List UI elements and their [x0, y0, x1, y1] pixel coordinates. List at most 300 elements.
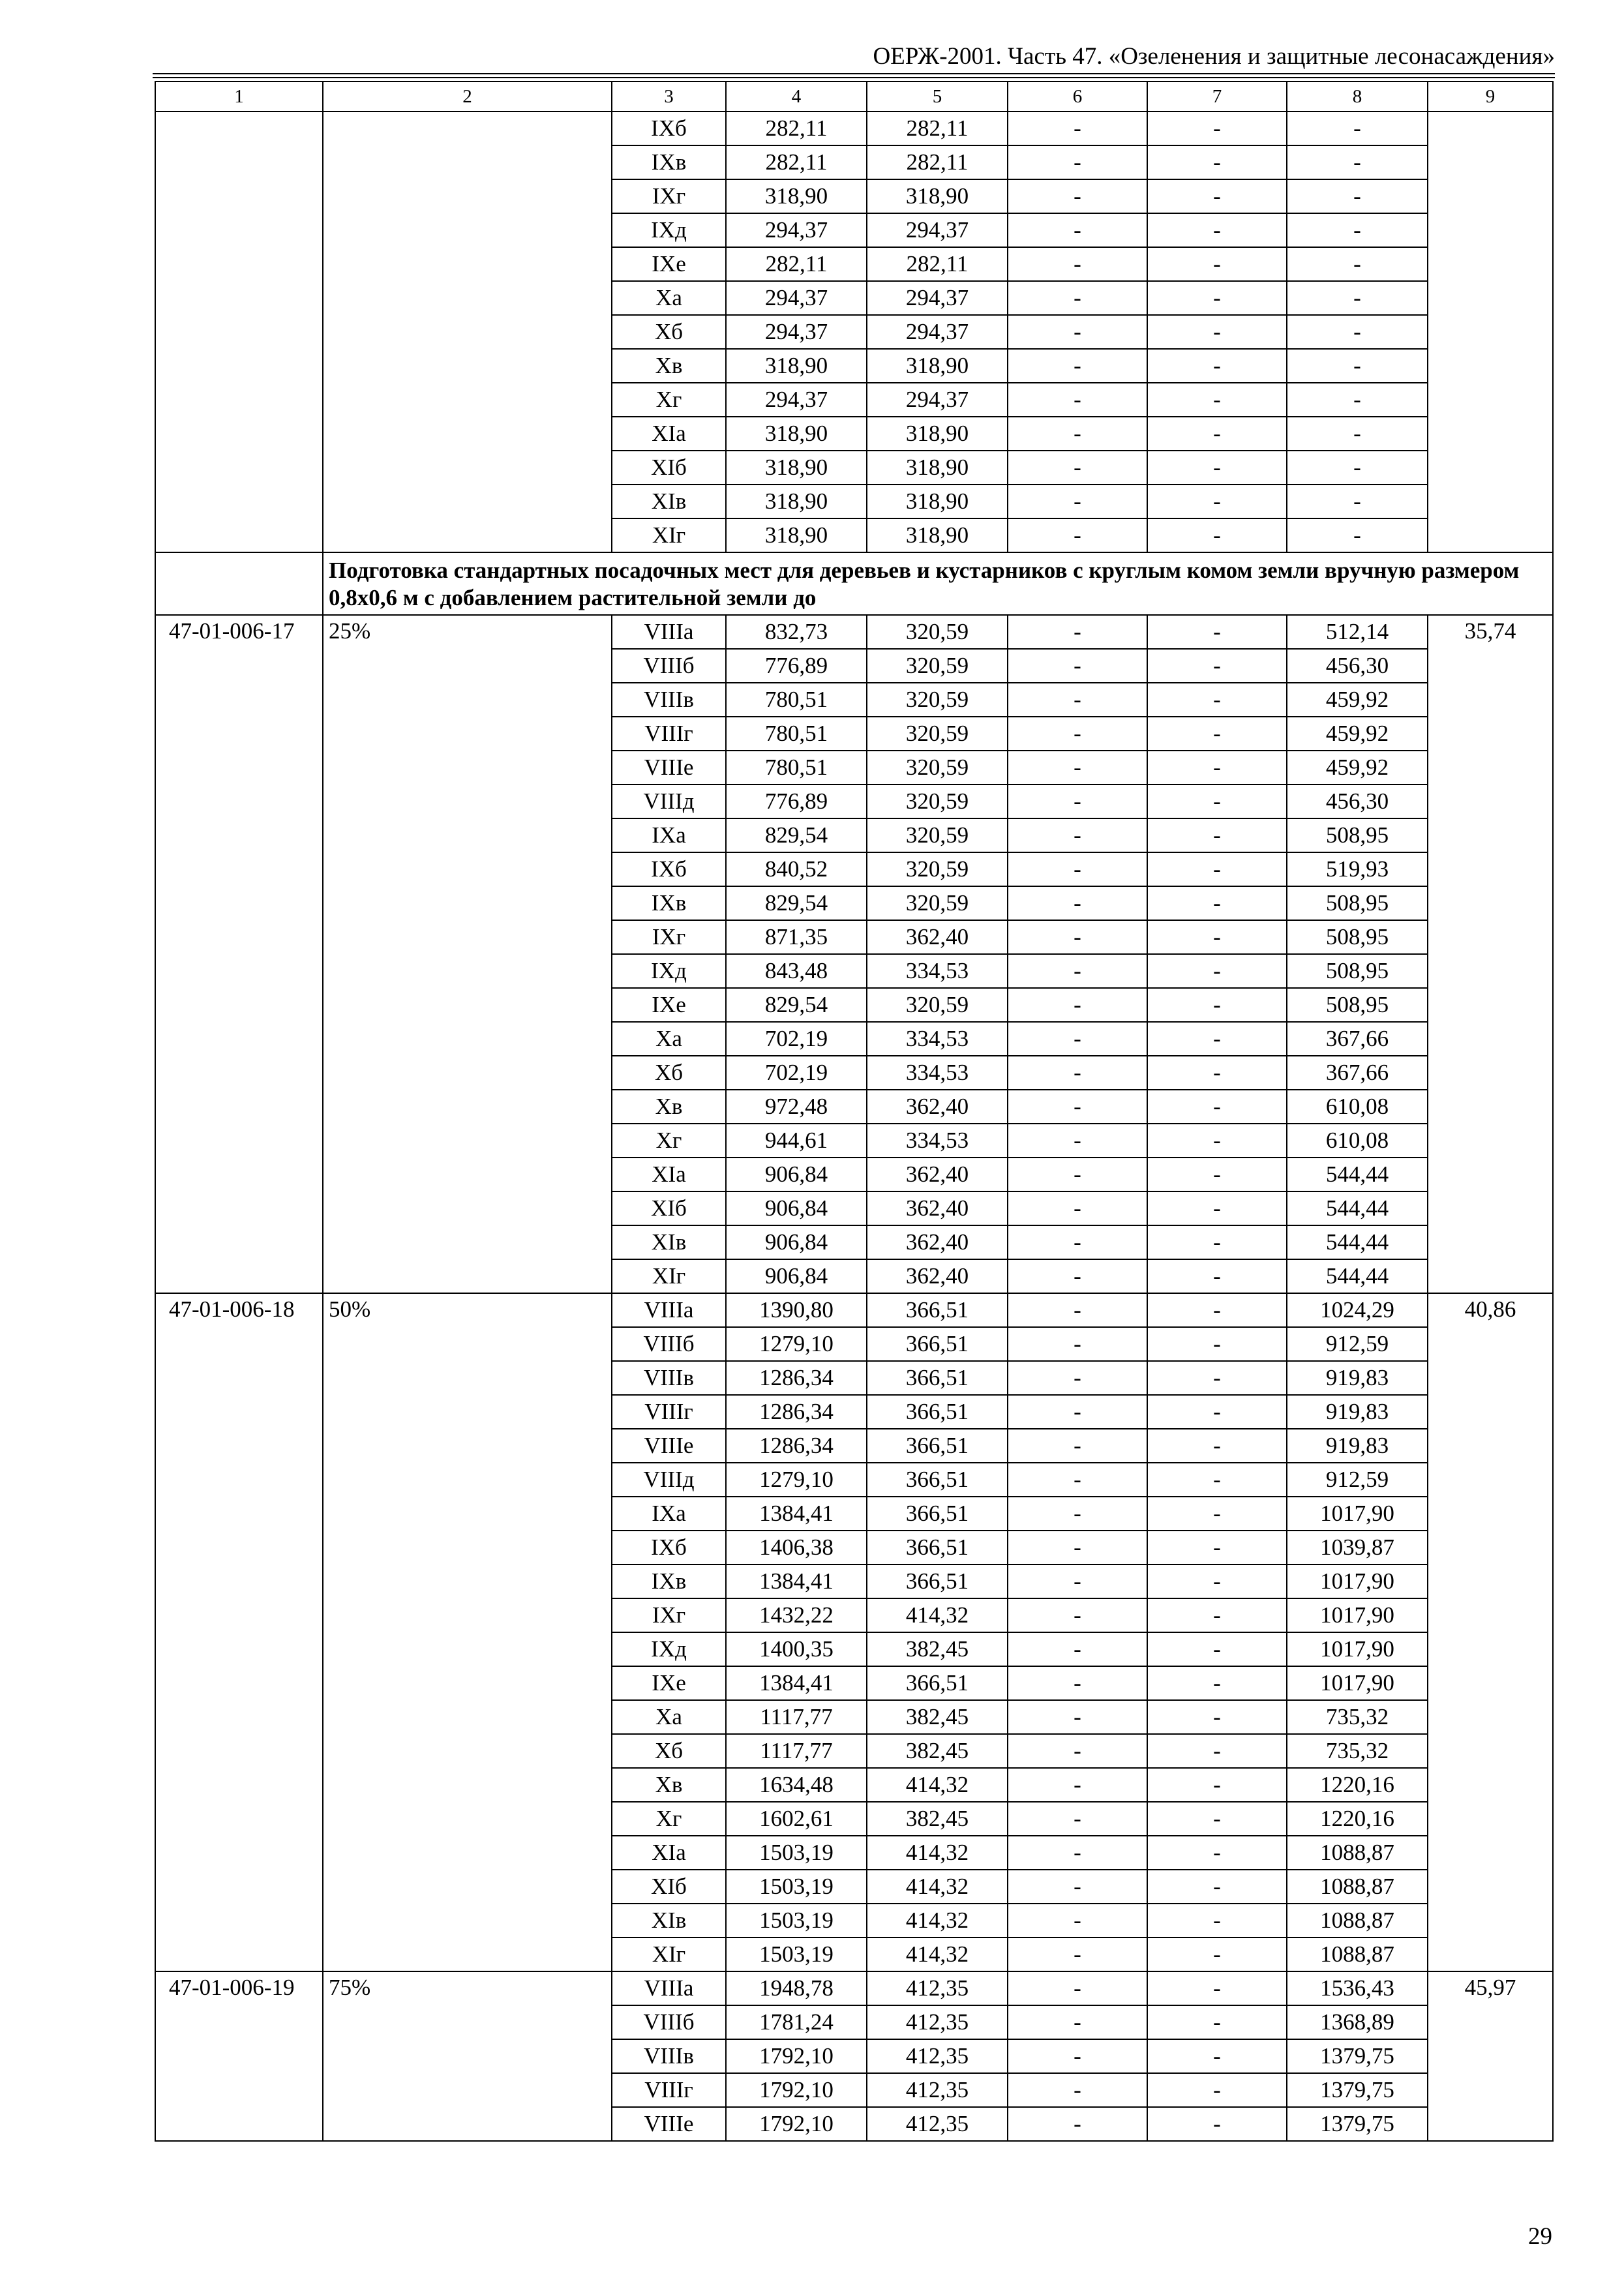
col8-value-cell: 544,44: [1287, 1259, 1428, 1293]
col8-value-cell: 544,44: [1287, 1191, 1428, 1225]
col4-value-cell: 1117,77: [726, 1700, 867, 1734]
col7-value-cell: -: [1147, 2039, 1287, 2073]
row-class-cell: XIг: [612, 1259, 726, 1293]
col7-value-cell: -: [1147, 1158, 1287, 1191]
col8-value-cell: 1379,75: [1287, 2107, 1428, 2141]
col8-value-cell: 1379,75: [1287, 2039, 1428, 2073]
col8-value-cell: 456,30: [1287, 785, 1428, 818]
row-class-cell: Xг: [612, 1124, 726, 1158]
row-class-cell: VIIIг: [612, 717, 726, 751]
col5-value-cell: 320,59: [867, 886, 1008, 920]
row-class-cell: XIг: [612, 518, 726, 552]
col6-value-cell: -: [1008, 485, 1147, 518]
col4-value-cell: 1503,19: [726, 1836, 867, 1870]
col4-value-cell: 1503,19: [726, 1937, 867, 1971]
col4-value-cell: 1384,41: [726, 1497, 867, 1531]
table-row: [155, 112, 1553, 145]
col4-value-cell: 702,19: [726, 1022, 867, 1056]
col4-value-cell: 282,11: [726, 112, 867, 145]
col4-value-cell: 318,90: [726, 451, 867, 485]
col5-value-cell: 320,59: [867, 649, 1008, 683]
col8-value-cell: 1017,90: [1287, 1666, 1428, 1700]
section-title: Подготовка стандартных посадочных мест для деревьев и кустарников с круглым комом земли вручную размером 0,8x0,6 м с добавлением растительной земли до: [323, 552, 1553, 615]
col6-value-cell: -: [1008, 2107, 1147, 2141]
col4-value-cell: 1279,10: [726, 1327, 867, 1361]
row-class-cell: IXв: [612, 145, 726, 179]
col4-value-cell: 1286,34: [726, 1429, 867, 1463]
page-header: ОЕРЖ-2001. Часть 47. «Озеленения и защитные лесонасаждения»: [873, 43, 1555, 70]
col6-value-cell: -: [1008, 1429, 1147, 1463]
col6-value-cell: -: [1008, 247, 1147, 281]
col7-value-cell: -: [1147, 349, 1287, 383]
header-rule: [153, 77, 1555, 78]
row-class-cell: VIIIд: [612, 785, 726, 818]
row-class-cell: VIIIа: [612, 1293, 726, 1327]
column-number-row: [155, 82, 1553, 112]
col4-value-cell: 318,90: [726, 485, 867, 518]
col4-value-cell: 829,54: [726, 818, 867, 852]
col4-value-cell: 294,37: [726, 315, 867, 349]
row-class-cell: VIIIб: [612, 1327, 726, 1361]
col4-value-cell: 282,11: [726, 247, 867, 281]
col5-value-cell: 334,53: [867, 1022, 1008, 1056]
col8-value-cell: 1088,87: [1287, 1937, 1428, 1971]
col7-value-cell: -: [1147, 683, 1287, 717]
row-class-cell: Xа: [612, 1022, 726, 1056]
col7-value-cell: -: [1147, 1191, 1287, 1225]
col6-value-cell: -: [1008, 1293, 1147, 1327]
col4-value-cell: 1792,10: [726, 2107, 867, 2141]
col6-value-cell: -: [1008, 1598, 1147, 1632]
col6-value-cell: -: [1008, 1836, 1147, 1870]
percent-cell: [323, 112, 612, 552]
col6-value-cell: -: [1008, 1768, 1147, 1802]
col6-value-cell: -: [1008, 1225, 1147, 1259]
section-row: [155, 552, 1553, 615]
col5-value-cell: 382,45: [867, 1700, 1008, 1734]
col9-cell: 40,86: [1428, 1293, 1553, 1971]
col6-value-cell: -: [1008, 1259, 1147, 1293]
col7-value-cell: -: [1147, 2005, 1287, 2039]
col7-value-cell: -: [1147, 988, 1287, 1022]
row-class-cell: XIа: [612, 1158, 726, 1191]
col6-value-cell: -: [1008, 785, 1147, 818]
col5-value-cell: 414,32: [867, 1768, 1008, 1802]
col8-value-cell: 912,59: [1287, 1463, 1428, 1497]
column-number: 3: [612, 82, 726, 112]
col4-value-cell: 780,51: [726, 751, 867, 785]
col4-value-cell: 1792,10: [726, 2039, 867, 2073]
col7-value-cell: -: [1147, 1971, 1287, 2005]
col7-value-cell: -: [1147, 1022, 1287, 1056]
col7-value-cell: -: [1147, 1531, 1287, 1564]
col4-value-cell: 1117,77: [726, 1734, 867, 1768]
col8-value-cell: 1368,89: [1287, 2005, 1428, 2039]
col8-value-cell: 1017,90: [1287, 1497, 1428, 1531]
table-body: [155, 82, 1553, 2141]
row-class-cell: IXд: [612, 954, 726, 988]
col8-value-cell: 610,08: [1287, 1124, 1428, 1158]
col6-value-cell: -: [1008, 1564, 1147, 1598]
col8-value-cell: 1536,43: [1287, 1971, 1428, 2005]
col5-value-cell: 362,40: [867, 920, 1008, 954]
col6-value-cell: -: [1008, 1361, 1147, 1395]
col4-value-cell: 871,35: [726, 920, 867, 954]
row-class-cell: IXд: [612, 1632, 726, 1666]
col7-value-cell: -: [1147, 1395, 1287, 1429]
row-class-cell: Xв: [612, 349, 726, 383]
col8-value-cell: -: [1287, 349, 1428, 383]
col6-value-cell: -: [1008, 2039, 1147, 2073]
col5-value-cell: 318,90: [867, 417, 1008, 451]
col5-value-cell: 282,11: [867, 112, 1008, 145]
col7-value-cell: -: [1147, 1463, 1287, 1497]
col5-value-cell: 366,51: [867, 1361, 1008, 1395]
col5-value-cell: 362,40: [867, 1191, 1008, 1225]
col5-value-cell: 412,35: [867, 2005, 1008, 2039]
col6-value-cell: -: [1008, 1632, 1147, 1666]
rates-table: [155, 81, 1554, 2142]
col7-value-cell: -: [1147, 1497, 1287, 1531]
col9-cell: [1428, 112, 1553, 552]
col4-value-cell: 1286,34: [726, 1395, 867, 1429]
col6-value-cell: -: [1008, 349, 1147, 383]
col4-value-cell: 1503,19: [726, 1904, 867, 1937]
col7-value-cell: -: [1147, 852, 1287, 886]
col8-value-cell: -: [1287, 315, 1428, 349]
col7-value-cell: -: [1147, 615, 1287, 649]
col7-value-cell: -: [1147, 751, 1287, 785]
row-class-cell: IXб: [612, 112, 726, 145]
col8-value-cell: 544,44: [1287, 1225, 1428, 1259]
col4-value-cell: 1406,38: [726, 1531, 867, 1564]
col8-value-cell: -: [1287, 145, 1428, 179]
col8-value-cell: 512,14: [1287, 615, 1428, 649]
col4-value-cell: 776,89: [726, 785, 867, 818]
col6-value-cell: -: [1008, 383, 1147, 417]
col5-value-cell: 366,51: [867, 1666, 1008, 1700]
column-number: 6: [1008, 82, 1147, 112]
col5-value-cell: 366,51: [867, 1564, 1008, 1598]
col7-value-cell: -: [1147, 1124, 1287, 1158]
col8-value-cell: -: [1287, 179, 1428, 213]
col8-value-cell: -: [1287, 383, 1428, 417]
col4-value-cell: 1400,35: [726, 1632, 867, 1666]
row-class-cell: VIIIе: [612, 751, 726, 785]
col4-value-cell: 1602,61: [726, 1802, 867, 1836]
row-class-cell: XIб: [612, 1870, 726, 1904]
col8-value-cell: 459,92: [1287, 717, 1428, 751]
col7-value-cell: -: [1147, 417, 1287, 451]
col7-value-cell: -: [1147, 1327, 1287, 1361]
col8-value-cell: 508,95: [1287, 988, 1428, 1022]
col6-value-cell: -: [1008, 920, 1147, 954]
col5-value-cell: 362,40: [867, 1225, 1008, 1259]
col6-value-cell: -: [1008, 1056, 1147, 1090]
row-class-cell: XIа: [612, 417, 726, 451]
col4-value-cell: 318,90: [726, 179, 867, 213]
col5-value-cell: 320,59: [867, 717, 1008, 751]
row-class-cell: VIIIб: [612, 649, 726, 683]
row-class-cell: VIIIб: [612, 2005, 726, 2039]
col8-value-cell: 459,92: [1287, 683, 1428, 717]
row-class-cell: XIг: [612, 1937, 726, 1971]
col5-value-cell: 282,11: [867, 145, 1008, 179]
col5-value-cell: 366,51: [867, 1497, 1008, 1531]
col7-value-cell: -: [1147, 1666, 1287, 1700]
col4-value-cell: 906,84: [726, 1225, 867, 1259]
col6-value-cell: -: [1008, 1904, 1147, 1937]
col5-value-cell: 318,90: [867, 518, 1008, 552]
row-class-cell: XIв: [612, 1225, 726, 1259]
col4-value-cell: 780,51: [726, 717, 867, 751]
column-number: 5: [867, 82, 1008, 112]
col4-value-cell: 829,54: [726, 988, 867, 1022]
col8-value-cell: 1220,16: [1287, 1802, 1428, 1836]
col5-value-cell: 366,51: [867, 1327, 1008, 1361]
col5-value-cell: 318,90: [867, 451, 1008, 485]
row-class-cell: IXб: [612, 1531, 726, 1564]
col5-value-cell: 362,40: [867, 1090, 1008, 1124]
col4-value-cell: 944,61: [726, 1124, 867, 1158]
col4-value-cell: 1384,41: [726, 1666, 867, 1700]
col7-value-cell: -: [1147, 1904, 1287, 1937]
col7-value-cell: -: [1147, 1836, 1287, 1870]
col7-value-cell: -: [1147, 717, 1287, 751]
col8-value-cell: 1088,87: [1287, 1836, 1428, 1870]
col8-value-cell: 1017,90: [1287, 1632, 1428, 1666]
col6-value-cell: -: [1008, 1666, 1147, 1700]
col7-value-cell: -: [1147, 179, 1287, 213]
col7-value-cell: -: [1147, 518, 1287, 552]
col6-value-cell: -: [1008, 717, 1147, 751]
col7-value-cell: -: [1147, 1564, 1287, 1598]
col5-value-cell: 320,59: [867, 818, 1008, 852]
col8-value-cell: 735,32: [1287, 1734, 1428, 1768]
col5-value-cell: 294,37: [867, 281, 1008, 315]
col7-value-cell: -: [1147, 785, 1287, 818]
code-cell: [155, 112, 323, 552]
col5-value-cell: 282,11: [867, 247, 1008, 281]
col6-value-cell: -: [1008, 954, 1147, 988]
col7-value-cell: -: [1147, 1598, 1287, 1632]
row-class-cell: VIIIд: [612, 1463, 726, 1497]
col8-value-cell: 610,08: [1287, 1090, 1428, 1124]
col5-value-cell: 414,32: [867, 1598, 1008, 1632]
col8-value-cell: 912,59: [1287, 1327, 1428, 1361]
col8-value-cell: 1379,75: [1287, 2073, 1428, 2107]
col4-value-cell: 1384,41: [726, 1564, 867, 1598]
col8-value-cell: -: [1287, 417, 1428, 451]
col4-value-cell: 843,48: [726, 954, 867, 988]
col4-value-cell: 282,11: [726, 145, 867, 179]
col8-value-cell: 1017,90: [1287, 1564, 1428, 1598]
row-class-cell: Xа: [612, 1700, 726, 1734]
row-class-cell: IXг: [612, 1598, 726, 1632]
row-class-cell: Xв: [612, 1768, 726, 1802]
col7-value-cell: -: [1147, 1429, 1287, 1463]
col4-value-cell: 702,19: [726, 1056, 867, 1090]
row-class-cell: VIIIв: [612, 683, 726, 717]
col7-value-cell: -: [1147, 1225, 1287, 1259]
col6-value-cell: -: [1008, 751, 1147, 785]
col5-value-cell: 414,32: [867, 1836, 1008, 1870]
col4-value-cell: 776,89: [726, 649, 867, 683]
col8-value-cell: 508,95: [1287, 954, 1428, 988]
col8-value-cell: 508,95: [1287, 886, 1428, 920]
col6-value-cell: -: [1008, 683, 1147, 717]
col8-value-cell: 735,32: [1287, 1700, 1428, 1734]
col7-value-cell: -: [1147, 281, 1287, 315]
col4-value-cell: 318,90: [726, 349, 867, 383]
col7-value-cell: -: [1147, 451, 1287, 485]
row-class-cell: VIIIг: [612, 2073, 726, 2107]
col4-value-cell: 1781,24: [726, 2005, 867, 2039]
col7-value-cell: -: [1147, 247, 1287, 281]
column-number: 7: [1147, 82, 1287, 112]
col7-value-cell: -: [1147, 1090, 1287, 1124]
col5-value-cell: 412,35: [867, 2073, 1008, 2107]
col8-value-cell: -: [1287, 281, 1428, 315]
col7-value-cell: -: [1147, 1870, 1287, 1904]
row-class-cell: XIб: [612, 451, 726, 485]
col8-value-cell: 544,44: [1287, 1158, 1428, 1191]
col6-value-cell: -: [1008, 1124, 1147, 1158]
col7-value-cell: -: [1147, 1802, 1287, 1836]
percent-cell: 25%: [323, 615, 612, 1293]
col7-value-cell: -: [1147, 1259, 1287, 1293]
col8-value-cell: 1088,87: [1287, 1870, 1428, 1904]
row-class-cell: XIб: [612, 1191, 726, 1225]
col6-value-cell: -: [1008, 1497, 1147, 1531]
col6-value-cell: -: [1008, 1191, 1147, 1225]
col5-value-cell: 414,32: [867, 1904, 1008, 1937]
percent-cell: 75%: [323, 1971, 612, 2141]
col6-value-cell: -: [1008, 649, 1147, 683]
col7-value-cell: -: [1147, 920, 1287, 954]
col8-value-cell: 1017,90: [1287, 1598, 1428, 1632]
row-class-cell: VIIIв: [612, 2039, 726, 2073]
col6-value-cell: -: [1008, 1327, 1147, 1361]
col5-value-cell: 334,53: [867, 1056, 1008, 1090]
col7-value-cell: -: [1147, 383, 1287, 417]
col5-value-cell: 412,35: [867, 2039, 1008, 2073]
col8-value-cell: 919,83: [1287, 1429, 1428, 1463]
col4-value-cell: 1432,22: [726, 1598, 867, 1632]
col8-value-cell: 519,93: [1287, 852, 1428, 886]
col5-value-cell: 366,51: [867, 1395, 1008, 1429]
col9-cell: 35,74: [1428, 615, 1553, 1293]
col6-value-cell: -: [1008, 518, 1147, 552]
col8-value-cell: 1088,87: [1287, 1904, 1428, 1937]
col4-value-cell: 294,37: [726, 213, 867, 247]
col5-value-cell: 320,59: [867, 751, 1008, 785]
row-class-cell: Xг: [612, 383, 726, 417]
col6-value-cell: -: [1008, 179, 1147, 213]
header-rule: [153, 73, 1555, 74]
col5-value-cell: 412,35: [867, 1971, 1008, 2005]
col6-value-cell: -: [1008, 818, 1147, 852]
col7-value-cell: -: [1147, 213, 1287, 247]
col6-value-cell: -: [1008, 886, 1147, 920]
rate-code-cell: 47-01-006-17: [155, 615, 323, 1293]
table-row: [155, 615, 1553, 649]
col7-value-cell: -: [1147, 1361, 1287, 1395]
row-class-cell: VIIIе: [612, 2107, 726, 2141]
col7-value-cell: -: [1147, 1768, 1287, 1802]
col8-value-cell: 508,95: [1287, 920, 1428, 954]
row-class-cell: VIIIа: [612, 1971, 726, 2005]
col7-value-cell: -: [1147, 1700, 1287, 1734]
row-class-cell: IXд: [612, 213, 726, 247]
col6-value-cell: -: [1008, 1531, 1147, 1564]
col4-value-cell: 1390,80: [726, 1293, 867, 1327]
col8-value-cell: 367,66: [1287, 1022, 1428, 1056]
col8-value-cell: 508,95: [1287, 818, 1428, 852]
row-class-cell: IXг: [612, 920, 726, 954]
col9-cell: 45,97: [1428, 1971, 1553, 2141]
col4-value-cell: 318,90: [726, 518, 867, 552]
col8-value-cell: 456,30: [1287, 649, 1428, 683]
col7-value-cell: -: [1147, 1632, 1287, 1666]
col6-value-cell: -: [1008, 988, 1147, 1022]
col5-value-cell: 334,53: [867, 1124, 1008, 1158]
col8-value-cell: 1024,29: [1287, 1293, 1428, 1327]
col4-value-cell: 972,48: [726, 1090, 867, 1124]
col4-value-cell: 906,84: [726, 1191, 867, 1225]
col7-value-cell: -: [1147, 2073, 1287, 2107]
col4-value-cell: 906,84: [726, 1158, 867, 1191]
col6-value-cell: -: [1008, 2005, 1147, 2039]
row-class-cell: IXа: [612, 1497, 726, 1531]
col4-value-cell: 1286,34: [726, 1361, 867, 1395]
col8-value-cell: 1039,87: [1287, 1531, 1428, 1564]
col5-value-cell: 334,53: [867, 954, 1008, 988]
col5-value-cell: 366,51: [867, 1463, 1008, 1497]
row-class-cell: Xб: [612, 1734, 726, 1768]
col5-value-cell: 414,32: [867, 1870, 1008, 1904]
col6-value-cell: -: [1008, 852, 1147, 886]
col8-value-cell: -: [1287, 247, 1428, 281]
row-class-cell: VIIIе: [612, 1429, 726, 1463]
col7-value-cell: -: [1147, 145, 1287, 179]
col5-value-cell: 362,40: [867, 1259, 1008, 1293]
col5-value-cell: 362,40: [867, 1158, 1008, 1191]
col8-value-cell: 919,83: [1287, 1395, 1428, 1429]
col4-value-cell: 780,51: [726, 683, 867, 717]
col5-value-cell: 320,59: [867, 615, 1008, 649]
row-class-cell: Xв: [612, 1090, 726, 1124]
col8-value-cell: -: [1287, 451, 1428, 485]
col4-value-cell: 294,37: [726, 383, 867, 417]
table-row: [155, 1293, 1553, 1327]
col4-value-cell: 832,73: [726, 615, 867, 649]
col6-value-cell: -: [1008, 213, 1147, 247]
row-class-cell: XIв: [612, 485, 726, 518]
col5-value-cell: 318,90: [867, 349, 1008, 383]
col6-value-cell: -: [1008, 1700, 1147, 1734]
col6-value-cell: -: [1008, 2073, 1147, 2107]
col6-value-cell: -: [1008, 1802, 1147, 1836]
row-class-cell: IXв: [612, 886, 726, 920]
col5-value-cell: 320,59: [867, 852, 1008, 886]
rate-code-cell: 47-01-006-19: [155, 1971, 323, 2141]
column-number: 2: [323, 82, 612, 112]
col4-value-cell: 1503,19: [726, 1870, 867, 1904]
col4-value-cell: 840,52: [726, 852, 867, 886]
col8-value-cell: -: [1287, 112, 1428, 145]
col8-value-cell: 1220,16: [1287, 1768, 1428, 1802]
